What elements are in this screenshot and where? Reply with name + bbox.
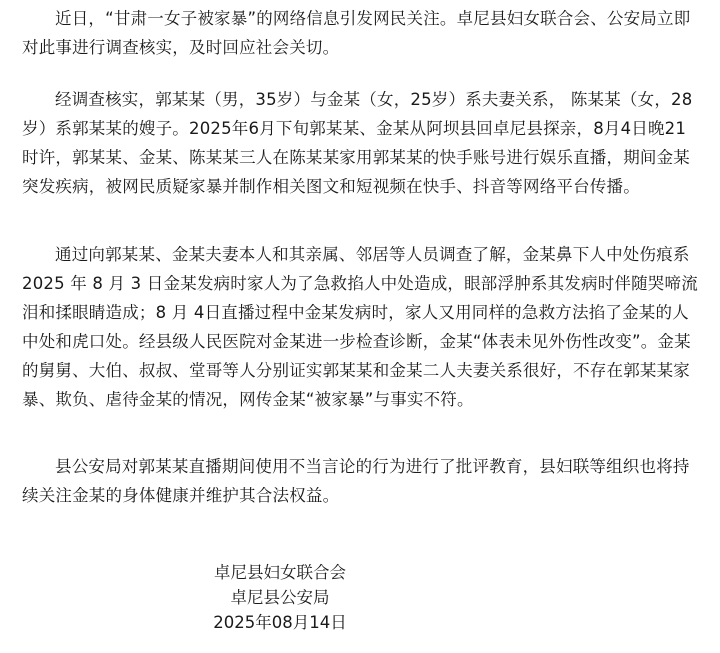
paragraph-findings: 通过向郭某某、金某夫妻本人和其亲属、邻居等人员调查了解，金某鼻下人中处伤痕系2025 年 8 月 3 日金某发病时家人为了急救掐人中处造成，眼部浮肿系其发病时伴随哭啼流泪和揉眼睛造成；8 月 4日直播过程中金某发病时，家人又用同样的急救方法掐了金某的人中处和虎口处。经县级人民医院对金某进一步检查诊断，金某“体表未见外伤性改变”。金某的舅舅、大伯、叔叔、堂哥等人分别证实郭某某和金某二人夫妻关系很好，不存在郭某某家暴、欺负、虐待金某的情况，网传金某“被家暴”与事实不符。	[22, 245, 698, 409]
paragraph-investigation: 经调查核实，郭某某（男，35岁）与金某（女，25岁）系夫妻关系， 陈某某（女，28岁）系郭某某的嫂子。2025年6月下旬郭某某、金某从阿坝县回卓尼县探亲，8月4日晚21时许，郭某某、金某、陈某某三人在陈某某家用郭某某的快手账号进行娱乐直播，期间金某突发疾病，被网民质疑家暴并制作相关图文和短视频在快手、抖音等网络平台传播。	[22, 90, 693, 196]
signature-womens-federation: 卓尼县妇女联合会	[214, 563, 346, 582]
paragraph-conclusion: 县公安局对郭某某直播期间使用不当言论的行为进行了批评教育，县妇联等组织也将持续关注金某的身体健康并维护其合法权益。	[22, 457, 690, 505]
paragraph-intro: 近日，“甘肃一女子被家暴”的网络信息引发网民关注。卓尼县妇女联合会、公安局立即对此事进行调查核实，及时回应社会关切。	[22, 9, 691, 57]
signature-date: 2025年08月14日	[213, 613, 347, 632]
signature-public-security-bureau: 卓尼县公安局	[230, 588, 330, 607]
